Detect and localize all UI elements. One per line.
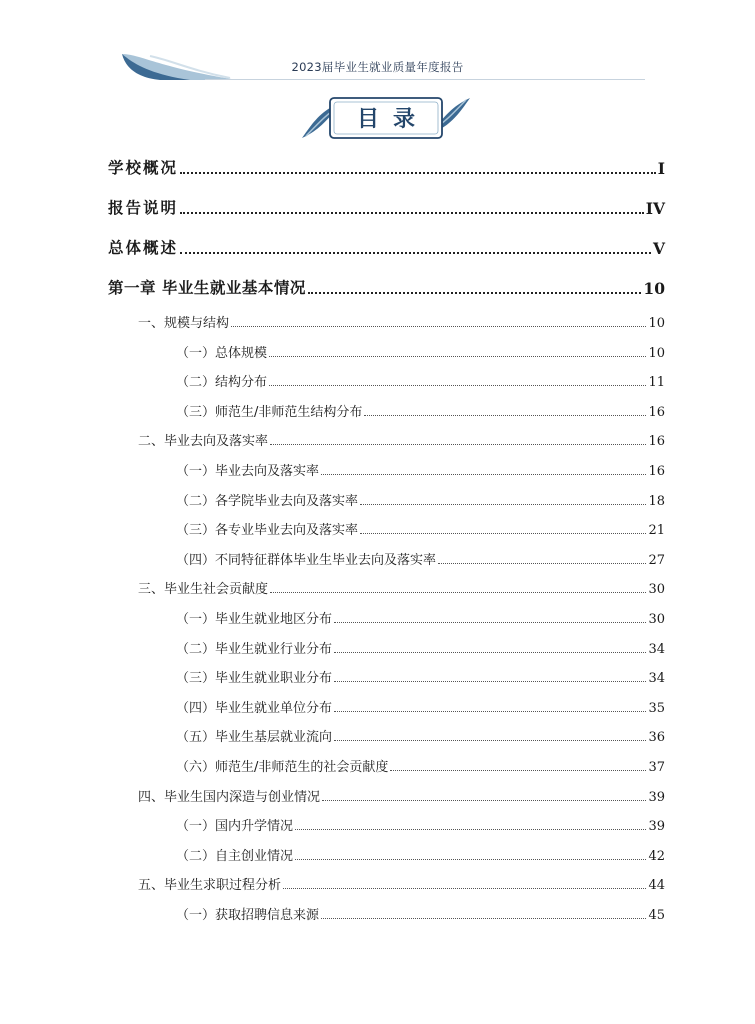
toc-banner xyxy=(300,94,472,142)
toc-dot-leader xyxy=(334,652,646,653)
toc-entry[interactable] xyxy=(176,342,665,361)
toc-entry-label: 三、毕业生社会贡献度 xyxy=(138,582,269,598)
toc-entry-page: 34 xyxy=(648,641,665,657)
toc-entry-label: （二）各学院毕业去向及落实率 xyxy=(176,493,359,509)
toc-dot-leader xyxy=(283,888,646,889)
toc-entry-label: （三）毕业生就业职业分布 xyxy=(176,671,333,687)
toc-dot-leader xyxy=(269,385,646,386)
toc-dot-leader xyxy=(308,292,642,294)
toc-entry-label: （二）结构分布 xyxy=(176,375,268,391)
toc-dot-leader xyxy=(390,770,646,771)
toc-entry-page: 45 xyxy=(648,908,665,923)
toc-entry-page: 21 xyxy=(648,523,665,539)
toc-entry-label: （一）毕业生就业地区分布 xyxy=(176,612,333,627)
toc-dot-leader xyxy=(295,859,646,860)
toc-entry-label: （二）毕业生就业行业分布 xyxy=(176,641,333,657)
toc-entry-page: 34 xyxy=(648,671,665,687)
toc-dot-leader xyxy=(322,800,646,801)
toc-entry-label: （三）各专业毕业去向及落实率 xyxy=(176,523,359,539)
toc-dot-leader xyxy=(334,681,646,682)
toc-entry-label: （一）毕业去向及落实率 xyxy=(176,464,320,479)
toc-entry-label: 二、毕业去向及落实率 xyxy=(138,434,269,450)
toc-entry-page: 10 xyxy=(648,316,665,331)
toc-entry-label: （四）不同特征群体毕业生毕业去向及落实率 xyxy=(176,552,437,568)
toc-entry[interactable] xyxy=(176,460,665,479)
page-header xyxy=(0,0,755,90)
toc-entry[interactable] xyxy=(176,904,665,923)
toc-entry-page: 16 xyxy=(648,464,665,479)
toc-entry[interactable] xyxy=(138,312,665,331)
toc-entry-page: 44 xyxy=(648,878,665,894)
toc-entry-label: （五）毕业生基层就业流向 xyxy=(176,730,333,746)
toc-entry[interactable] xyxy=(176,549,665,568)
toc-entry[interactable] xyxy=(176,638,665,657)
toc-dot-leader xyxy=(360,533,646,534)
toc-entry-label: 第一章 毕业生就业基本情况 xyxy=(108,279,306,297)
toc-entry[interactable] xyxy=(176,815,665,834)
toc-entry-label: （四）毕业生就业单位分布 xyxy=(176,700,333,716)
toc-entry-page: 10 xyxy=(643,279,665,298)
toc-dot-leader xyxy=(438,563,646,564)
toc-entry-page: 42 xyxy=(648,848,665,864)
toc-entry-page: 30 xyxy=(648,612,665,627)
toc-entry[interactable] xyxy=(138,874,665,893)
toc-dot-leader xyxy=(321,918,646,919)
toc-entry-page: I xyxy=(657,159,665,178)
toc-entry[interactable] xyxy=(176,697,665,716)
toc-dot-leader xyxy=(180,172,656,174)
toc-entry[interactable] xyxy=(176,519,665,538)
report-title: 2023届毕业生就业质量年度报告 xyxy=(291,60,464,74)
toc-dot-leader xyxy=(364,415,646,416)
toc-entry-page: 16 xyxy=(648,434,665,450)
header-divider xyxy=(205,79,645,80)
toc-dot-leader xyxy=(269,356,646,357)
toc-entry-label: 报告说明 xyxy=(108,199,179,217)
toc-dot-leader xyxy=(180,212,644,214)
toc-entry-label: 学校概况 xyxy=(108,159,179,177)
toc-entry-page: 18 xyxy=(648,493,665,509)
toc-entry[interactable] xyxy=(176,845,665,864)
toc-entry-page: 30 xyxy=(648,582,665,598)
toc-dot-leader xyxy=(360,504,646,505)
toc-entry[interactable] xyxy=(176,667,665,686)
toc-entry-page: 11 xyxy=(648,375,665,391)
toc-entry-page: 39 xyxy=(648,819,665,835)
toc-entry[interactable] xyxy=(176,608,665,627)
toc-entry[interactable] xyxy=(138,786,665,805)
toc-entry[interactable] xyxy=(176,401,665,420)
toc-entry-label: 一、规模与结构 xyxy=(138,316,230,331)
toc-entry[interactable] xyxy=(138,578,665,597)
toc-entry-page: 10 xyxy=(648,345,665,361)
toc-dot-leader xyxy=(231,326,646,327)
toc-entry-page: IV xyxy=(645,199,665,218)
toc-entry-page: 37 xyxy=(648,760,665,775)
toc-entry[interactable] xyxy=(138,430,665,449)
toc-dot-leader xyxy=(270,444,646,445)
toc-entry-label: （六）师范生/非师范生的社会贡献度 xyxy=(176,760,389,775)
toc-entry-label: （一）国内升学情况 xyxy=(176,819,294,835)
toc-entry-page: 36 xyxy=(648,730,665,746)
toc-dot-leader xyxy=(334,740,646,741)
toc-entry[interactable] xyxy=(108,276,665,298)
toc-entry[interactable] xyxy=(176,756,665,775)
toc-dot-leader xyxy=(180,252,651,254)
toc-entry-page: 16 xyxy=(648,404,665,420)
toc-dot-leader xyxy=(334,711,646,712)
toc-entry-label: （一）总体规模 xyxy=(176,345,268,361)
toc-entry-page: V xyxy=(652,239,665,258)
toc-entry-label: 总体概述 xyxy=(108,239,179,257)
toc-entry[interactable] xyxy=(108,236,665,258)
toc-entry[interactable] xyxy=(176,371,665,390)
toc-entry-label: （一）获取招聘信息来源 xyxy=(176,908,320,923)
toc-entry-page: 27 xyxy=(648,552,665,568)
toc-dot-leader xyxy=(295,829,646,830)
toc-dot-leader xyxy=(321,474,646,475)
toc-entry[interactable] xyxy=(176,490,665,509)
toc-entry-label: 四、毕业生国内深造与创业情况 xyxy=(138,789,321,805)
toc-entry-label: 五、毕业生求职过程分析 xyxy=(138,878,282,894)
toc-entry[interactable] xyxy=(108,156,665,178)
toc-entry[interactable] xyxy=(108,196,665,218)
toc-entry-page: 39 xyxy=(648,789,665,805)
toc-entry-label: （二）自主创业情况 xyxy=(176,848,294,864)
toc-entry-page: 35 xyxy=(648,700,665,716)
toc-dot-leader xyxy=(270,592,646,593)
toc-entry[interactable] xyxy=(176,726,665,745)
toc-heading: 目录 xyxy=(356,107,429,132)
toc-dot-leader xyxy=(334,622,646,623)
toc-entry-label: （三）师范生/非师范生结构分布 xyxy=(176,404,363,420)
